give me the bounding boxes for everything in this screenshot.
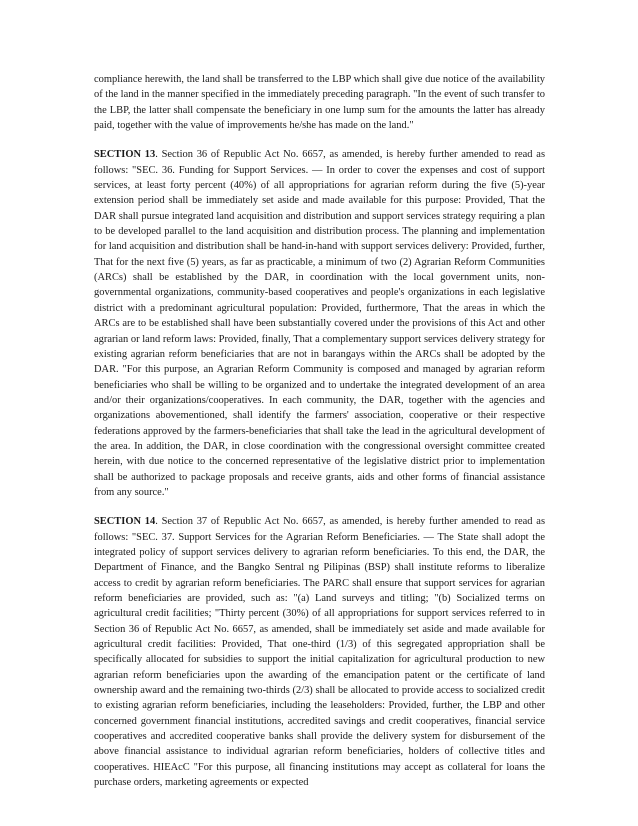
paragraph-section-13	[94, 147, 545, 500]
document-body	[94, 72, 545, 804]
section-heading: SECTION 14	[94, 516, 156, 528]
section-heading: SECTION 13	[94, 149, 156, 161]
paragraph-section-14	[94, 514, 545, 790]
paragraph-text: compliance herewith, the land shall be transferred to the LBP which shall give due notice of the availability of the land in the manner specified in the immediately preceding paragraph. "In the event of such transfer to the LBP, the latter shall compensate the beneficiary in one lump sum for the amounts the latter has already paid, together with the value of improvements he/she has made on the land."	[94, 74, 545, 132]
paragraph-continuation	[94, 72, 545, 133]
paragraph-text: . Section 37 of Republic Act No. 6657, as amended, is hereby further amended to read as follows: "SEC. 37. Support Services for the Agrarian Reform Beneficiaries. — The State shall adopt the integrated policy of support services delivery to agrarian reform beneficiaries. To this end, the DAR, the Department of Finance, and the Bangko Sentral ng Pilipinas (BSP) shall institute reforms to liberalize access to credit by agrarian reform beneficiaries. The PARC shall ensure that support services for agrarian reform beneficiaries are provided, such as: "(a) Land surveys and titling; "(b) Socialized terms on agricultural credit facilities; "Thirty percent (30%) of all appropriations for support services referred to in Section 36 of Republic Act No. 6657, as amended, shall be immediately set aside and made available for agricultural credit facilities: Provided, That one-third (1/3) of this segregated appropriation shall be specifically allocated for subsidies to support the initial capitalization for agricultural production to new agrarian reform beneficiaries upon the awarding of the emancipation patent or the certificate of land ownership award and the remaining two-thirds (2/3) shall be allocated to provide access to socialized credit to existing agrarian reform beneficiaries, including the leaseholders: Provided, further, the LBP and other concerned government financial institutions, accredited savings and credit cooperatives, financial service cooperatives and accredited cooperative banks shall provide the delivery system for disbursement of the above financial assistance to individual agrarian reform beneficiaries, holders of collective titles and cooperatives. HIEAcC "For this purpose, all financing institutions may accept as collateral for loans the purchase orders, marketing agreements or expected	[94, 516, 546, 789]
paragraph-text: . Section 36 of Republic Act No. 6657, as amended, is hereby further amended to read as follows: "SEC. 36. Funding for Support Services. — In order to cover the expenses and cost of support services, at least forty percent (40%) of all appropriations for agrarian reform during the five (5)-year extension period shall be immediately set aside and made available for this purpose: Provided, That the DAR shall pursue integrated land acquisition and distribution and support services strategy requiring a plan to be developed parallel to the land acquisition and distribution process. The planning and implementation for land acquisition and distribution shall be hand-in-hand with support services delivery: Provided, further, That for the next five (5) years, as far as practicable, a minimum of two (2) Agrarian Reform Communities (ARCs) shall be established by the DAR, in coordination with the local government units, non-governmental organizations, community-based cooperatives and people's organizations in each legislative district with a predominant agricultural population: Provided, furthermore, That the areas in which the ARCs are to be established shall have been substantially covered under the provisions of this Act and other agrarian or land reform laws: Provided, finally, That a complementary support services delivery strategy for existing agrarian reform beneficiaries that are not in barangays within the ARCs shall be adopted by the DAR. "For this purpose, an Agrarian Reform Community is composed and managed by agrarian reform beneficiaries who shall be willing to be organized and to undertake the integrated development of an area and/or their organizations/cooperatives. In each community, the DAR, together with the agencies and organizations abovementioned, shall identify the farmers' association, cooperative or their respective federations approved by the farmers-beneficiaries that shall take the lead in the agricultural development of the area. In addition, the DAR, in close coordination with the congressional oversight committee created herein, with due notice to the concerned representative of the legislative district prior to implementation shall be authorized to package proposals and receive grants, aids and other forms of financial assistance from any source."	[94, 149, 546, 498]
